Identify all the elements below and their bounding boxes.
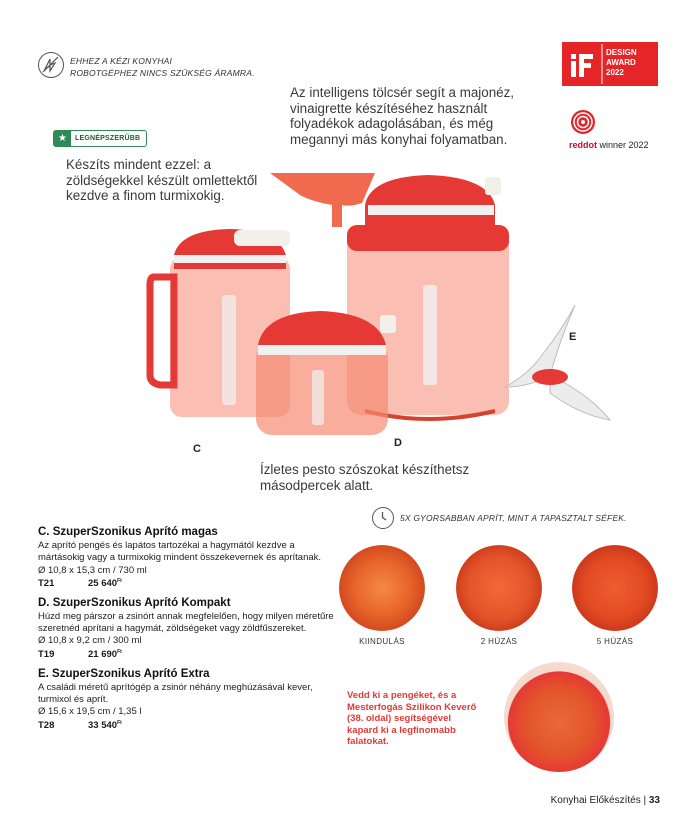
product-dimensions: Ø 15,6 x 19,5 cm / 1,35 l — [38, 706, 142, 718]
reddot-brand: reddot — [569, 140, 597, 150]
if-award-line-2: AWARD — [606, 58, 636, 67]
product-description: Húzd meg párszor a zsinórt annak megfelelően, hogy milyen méretűre szeretnéd aprítani a hagymát, zöldségeket vagy zöldfűszereket. — [38, 610, 334, 635]
chopper-products-illustration — [110, 165, 630, 455]
bowl-start-image — [339, 545, 425, 631]
if-design-award — [562, 42, 658, 86]
product-title: D. SzuperSzonikus Aprító Kompakt — [38, 596, 231, 609]
label-d: D — [394, 437, 402, 449]
page-footer — [551, 795, 660, 806]
product-dimensions: Ø 10,8 x 9,2 cm / 300 ml — [38, 635, 142, 647]
if-award-year: 2022 — [606, 68, 624, 77]
bestseller-badge — [53, 130, 147, 147]
chopper-d-illustration — [256, 311, 396, 435]
note-line-2: ROBOTGÉPHEZ NINCS SZÜKSÉG ÁRAMRA. — [70, 68, 255, 78]
if-logo-icon — [562, 42, 606, 86]
no-power-note — [70, 55, 310, 79]
bowl-label-5-pulls: 5 HÚZÁS — [596, 637, 634, 646]
product-code: T21 — [38, 577, 55, 589]
reddot-award-label — [569, 140, 649, 150]
page-number: 33 — [648, 795, 660, 806]
price-value: 25 640 — [88, 577, 118, 589]
bowl-5-pulls-image — [572, 545, 658, 631]
product-price — [88, 578, 122, 589]
product-title: C. SzuperSzonikus Aprító magas — [38, 526, 218, 538]
bowl-label-start: KIINDULÁS — [359, 637, 405, 646]
product-e — [38, 668, 338, 731]
versatility-callout: Készíts mindent ezzel: a zöldségekkel készült omlettektől kezdve a finom turmixokig. — [66, 157, 258, 203]
product-c — [38, 526, 338, 589]
product-description: Az aprító pengés és lapátos tartozékai a hagymától kezdve a mártásokig vagy a turmixokig mindent összekevernek és aprítanak. — [38, 540, 322, 564]
scraping-photo-image — [504, 662, 614, 772]
pesto-callout: Ízletes pesto szószokat készíthetsz másodpercek alatt. — [260, 462, 470, 493]
reddot-winner-text: winner 2022 — [599, 140, 649, 150]
label-e: E — [569, 331, 577, 343]
footer-separator: | — [643, 795, 647, 806]
product-code: T28 — [38, 719, 55, 731]
price-value: 33 540 — [88, 719, 118, 731]
product-d — [38, 597, 338, 660]
bowl-label-2-pulls: 2 HÚZÁS — [480, 637, 518, 646]
if-award-line-1: DESIGN — [606, 48, 637, 57]
product-description: A családi méretű aprítógép a zsinór néhány meghúzásával kever, turmixol és aprít. — [38, 681, 313, 706]
product-list — [38, 526, 338, 739]
note-line-1: EHHEZ A KÉZI KONYHAI — [70, 56, 173, 66]
no-power-icon — [38, 52, 64, 78]
product-price — [88, 720, 122, 731]
price-currency: Ft — [117, 648, 122, 655]
reddot-logo-icon — [569, 108, 597, 136]
funnel-illustration — [270, 173, 375, 227]
bowl-2-pulls-image — [456, 545, 542, 631]
product-code: T19 — [38, 648, 55, 660]
product-dimensions: Ø 10,8 x 15,3 cm / 730 ml — [38, 564, 147, 576]
speed-note: 5X GYORSABBAN APRÍT, MINT A TAPASZTALT SÉFEK. — [400, 513, 627, 523]
timer-icon — [372, 507, 394, 529]
price-currency: Ft — [117, 577, 122, 584]
footer-section: Konyhai Előkészítés — [550, 795, 641, 806]
bestseller-label: LEGNÉPSZERŰBB — [75, 135, 141, 142]
star-icon: ★ — [54, 131, 71, 146]
product-price — [88, 649, 122, 660]
blade-e-illustration — [505, 305, 610, 420]
product-title: E. SzuperSzonikus Aprító Extra — [38, 667, 210, 680]
funnel-callout: Az intelligens tölcsér segít a majonéz, vinaigrette készítéséhez használt folyadékok adagolásában, és még megannyi más konyhai folyamatban. — [290, 85, 515, 147]
price-currency: Ft — [117, 719, 122, 726]
price-value: 21 690 — [88, 648, 118, 660]
label-c: C — [193, 443, 201, 455]
scraper-tip: Vedd ki a pengéket, és a Mesterfogás Szilikon Keverő (38. oldal) segítségével kapard ki a legfinomabb falatokat. — [347, 690, 477, 747]
